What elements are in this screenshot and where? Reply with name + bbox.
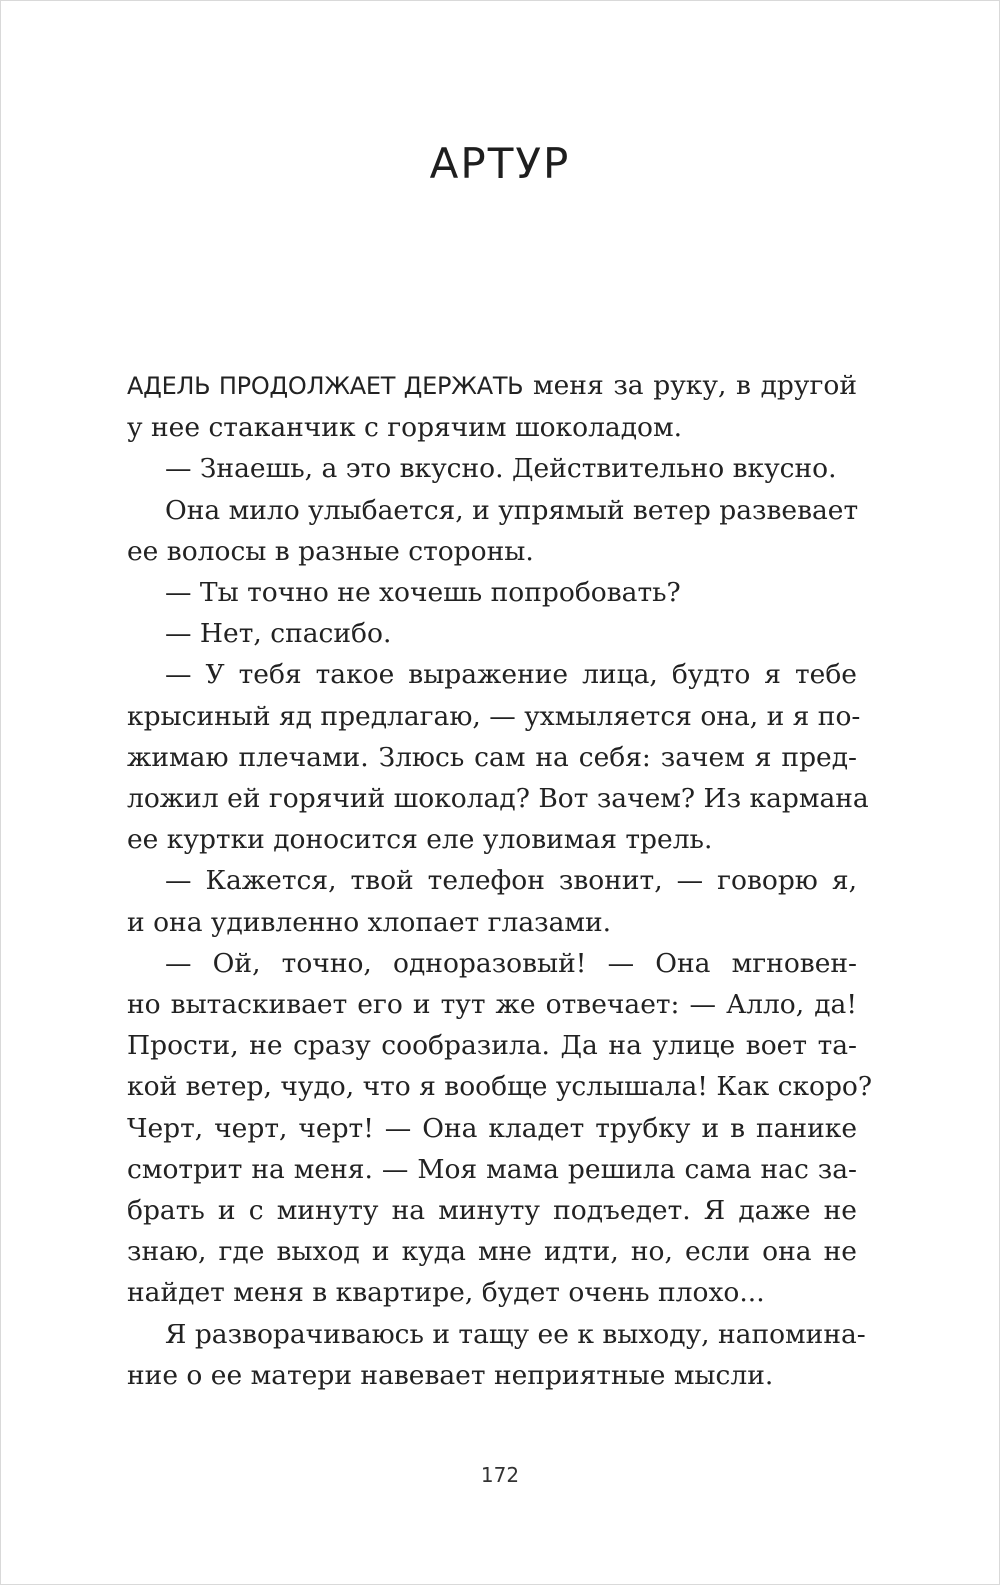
text-line: — Знаешь, а это вкусно. Действительно вкусно. <box>165 453 837 485</box>
text-line: ее куртки доносится еле уловимая трель. <box>127 824 713 856</box>
page-number: 172 <box>480 1463 520 1487</box>
text-line: найдет меня в квартире, будет очень плохо... <box>127 1277 765 1309</box>
text-line: смотрит на меня. — Моя мама решила сама нас за- <box>127 1153 857 1185</box>
text-line: знаю, где выход и куда мне идти, но, если она не <box>127 1236 857 1268</box>
text-line: — Нет, спасибо. <box>165 618 392 650</box>
text-line: ложил ей горячий шоколад? Вот зачем? Из кармана <box>127 783 869 815</box>
text-line: ние о ее матери навевает неприятные мысли. <box>127 1359 774 1391</box>
text-line: — Ой, точно, одноразовый! — Она мгновен- <box>165 947 857 979</box>
text-line: и она удивленно хлопает глазами. <box>127 906 612 938</box>
chapter-body <box>127 365 873 1396</box>
text-line: — У тебя такое выражение лица, будто я тебе <box>165 659 857 691</box>
text-line: но вытаскивает его и тут же отвечает: — Алло, да! <box>127 989 857 1021</box>
chapter-title: АРТУР <box>429 139 571 188</box>
text-line: крысиный яд предлагаю, — ухмыляется она, и я по- <box>127 700 861 732</box>
lead-in-caps: АДЕЛЬ ПРОДОЛЖАЕТ ДЕРЖАТЬ <box>127 372 524 400</box>
text-line: жимаю плечами. Злюсь сам на себя: зачем я пред- <box>127 741 857 773</box>
text-line-1 <box>127 365 857 407</box>
text-line: брать и с минуту на минуту подъедет. Я даже не <box>127 1195 857 1227</box>
text-line: — Ты точно не хочешь попробовать? <box>165 577 681 609</box>
text-line: кой ветер, чудо, что я вообще услышала! Как скоро? <box>127 1071 873 1103</box>
text-line: Я разворачиваюсь и тащу ее к выходу, напомина- <box>165 1318 866 1350</box>
text-line: Она мило улыбается, и упрямый ветер развевает <box>165 494 859 526</box>
text-line: ее волосы в разные стороны. <box>127 535 534 567</box>
text-line: Черт, черт, черт! — Она кладет трубку и в панике <box>127 1112 857 1144</box>
text-line: — Кажется, твой телефон звонит, — говорю я, <box>165 865 857 897</box>
text-line: Прости, не сразу сообразила. Да на улице воет та- <box>127 1030 857 1062</box>
text-line: у нее стаканчик с горячим шоколадом. <box>127 412 683 444</box>
text-line-1-rest: меня за руку, в другой <box>523 370 857 401</box>
